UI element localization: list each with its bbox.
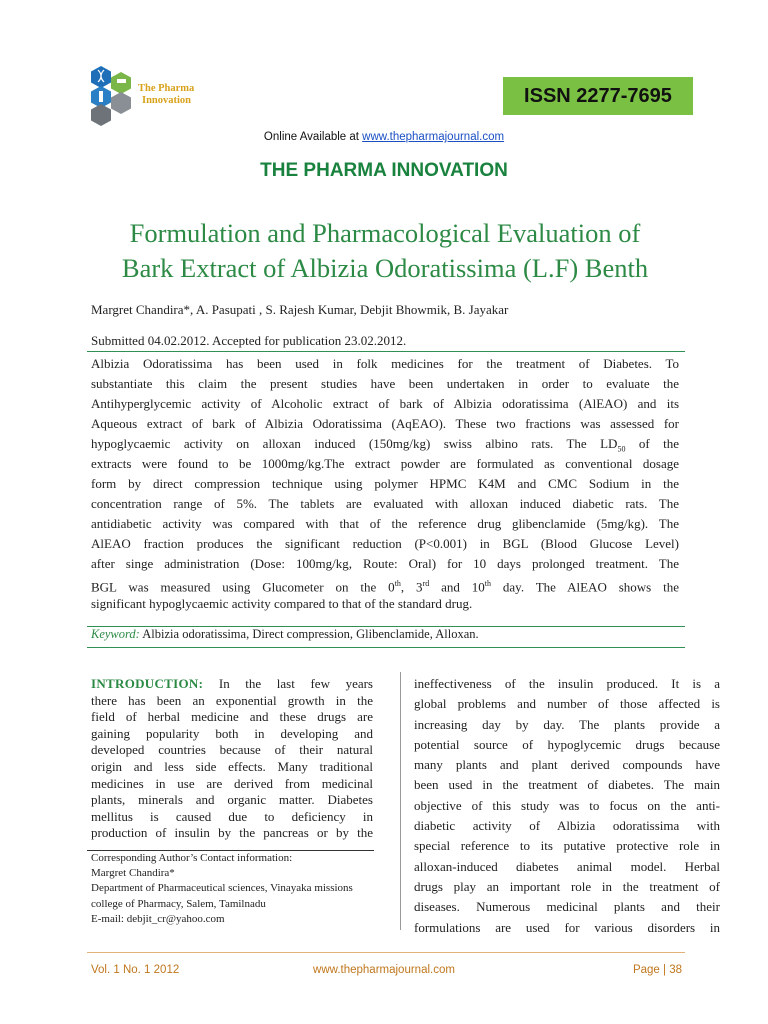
intro-line: special reference to its putative protective role in — [414, 838, 720, 854]
corr-affiliation: Department of Pharmaceutical sciences, Vinayaka missions — [91, 882, 353, 895]
submission-dates: Submitted 04.02.2012. Accepted for publication 23.02.2012. — [91, 333, 407, 348]
online-prefix: Online Available at — [263, 131, 363, 143]
intro-line: medicines in use are derived from medicinal — [91, 775, 373, 791]
intro-line: developed countries because of their natural — [91, 742, 373, 758]
footer-website: www.thepharmajournal.com — [313, 964, 455, 976]
corr-name: Margret Chandira* — [91, 867, 175, 880]
column-divider — [400, 672, 401, 930]
abstract-line: extracts were found to be 1000mg/kg.The extract powder are formulated as conventional dosage — [91, 456, 679, 471]
journal-logo — [88, 64, 238, 126]
intro-line: gaining popularity both in developing and — [91, 725, 373, 741]
intro-line: objective of this study was to focus on the anti- — [414, 797, 720, 813]
article-title-line1: Formulation and Pharmacological Evaluation of — [129, 218, 641, 248]
keywords-label: Keyword: — [91, 627, 140, 641]
journal-website-link[interactable]: www.thepharmajournal.com — [362, 131, 505, 143]
keywords-text: Albizia odoratissima, Direct compression, Glibenclamide, Alloxan. — [139, 627, 479, 641]
introduction-right-column — [414, 674, 720, 938]
article-title — [90, 216, 680, 286]
abstract-line: Antihyperglycemic activity of Alcoholic extract of bark of Albizia odoratissima (AlEAO) and its — [91, 396, 679, 411]
abstract-line: hypoglycaemic activity on alloxan induced (150mg/kg) swiss albino rats. The $LD_{50}$ of the — [91, 436, 679, 454]
abstract-line: concentration range of 5%. The tablets are evaluated with alloxan induced diabetic rats. The — [91, 496, 679, 511]
intro-line: many plants and plant derived compounds have — [414, 757, 720, 773]
abstract-line: antidiabetic activity was compared with that of the reference drug glibenclamide (5mg/kg). The — [91, 516, 679, 531]
intro-line: been used in the treatment of diabetes. The main — [414, 777, 720, 793]
intro-line: formulations are used for various disorders in — [414, 919, 720, 935]
intro-line: ineffectiveness of the insulin produced. It is a — [414, 676, 720, 691]
logo-text-line2: Innovation — [142, 95, 192, 106]
abstract-line: substantiate this claim the present studies have been undertaken in order to evaluate the — [91, 376, 679, 391]
intro-line: mellitus is caused due to deficiency in — [91, 808, 373, 824]
intro-line: diseases. Numerous medicinal plants and their — [414, 899, 720, 915]
logo-text-line1: The Pharma — [138, 83, 195, 94]
corresponding-author-info — [91, 851, 401, 927]
intro-line: diabetic activity of Albizia odoratissima with — [414, 818, 720, 834]
abstract-line: significant hypoglycaemic activity compared to that of the standard drug. — [91, 596, 473, 611]
corr-email: E-mail: debjit_cr@yahoo.com — [91, 912, 225, 925]
abstract-line: form by direct compression technique using polymer HPMC K4M and CMC Sodium in the — [91, 476, 679, 491]
article-title-line2: Bark Extract of Albizia Odoratissima (L.F) Benth — [121, 253, 649, 283]
abstract-line: after singe administration (Dose: 100mg/kg, Route: Oral) for 10 days prolonged treatment. The — [91, 556, 679, 571]
intro-line: INTRODUCTION: In the last few years — [91, 676, 373, 691]
journal-title: THE PHARMA INNOVATION — [260, 160, 508, 181]
footer-page-number: Page | 38 — [632, 964, 682, 976]
divider-keywords-bottom — [87, 647, 685, 648]
introduction-heading: INTRODUCTION: — [91, 676, 204, 691]
abstract — [91, 354, 679, 614]
abstract-line: AlEAO fraction produces the significant reduction (P<0.001) in BGL (Blood Glucose Level) — [91, 536, 679, 551]
online-availability — [0, 131, 768, 143]
intro-line: increasing day by day. The plants provide a — [414, 716, 720, 732]
intro-line: plants, minerals and organic matter. Diabetes — [91, 792, 373, 808]
introduction-left-column — [91, 676, 373, 842]
author-list: Margret Chandira*, A. Pasupati , S. Rajesh Kumar, Debjit Bhowmik, B. Jayakar — [91, 302, 509, 317]
abstract-line: Albizia Odoratissima has been used in folk medicines for the treatment of Diabetes. To — [91, 356, 679, 371]
hexagon-logo-icon — [88, 64, 138, 126]
footer-volume: Vol. 1 No. 1 2012 — [91, 964, 180, 976]
corr-affiliation-2: college of Pharmacy, Salem, Tamilnadu — [91, 897, 266, 910]
intro-line: production of insulin by the pancreas or by the — [91, 825, 373, 841]
keywords — [91, 627, 479, 642]
issn-badge: ISSN 2277-7695 — [503, 77, 693, 115]
abstract-line: BGL was measured using Glucometer on the 0th, 3rd and 10th day. The AlEAO shows the — [91, 579, 679, 594]
intro-line: drugs play an important role in the treatment of — [414, 878, 720, 894]
corr-heading: Corresponding Author’s Contact information: — [91, 852, 293, 864]
footer-divider — [87, 952, 685, 953]
intro-line: origin and less side effects. Many traditional — [91, 758, 373, 774]
intro-line: potential source of hypoglycemic drugs because — [414, 736, 720, 752]
abstract-line: Aqueous extract of bark of Albizia Odoratissima (AqEAO). These two fractions was assessed for — [91, 416, 679, 431]
intro-line: field of herbal medicine and these drugs are — [91, 709, 373, 725]
intro-line: there has been an exponential growth in the — [91, 692, 373, 708]
divider-top — [87, 351, 685, 352]
intro-line: global problems and number of those affected is — [414, 696, 720, 712]
intro-line: alloxan-induced diabetes animal model. Herbal — [414, 858, 720, 874]
